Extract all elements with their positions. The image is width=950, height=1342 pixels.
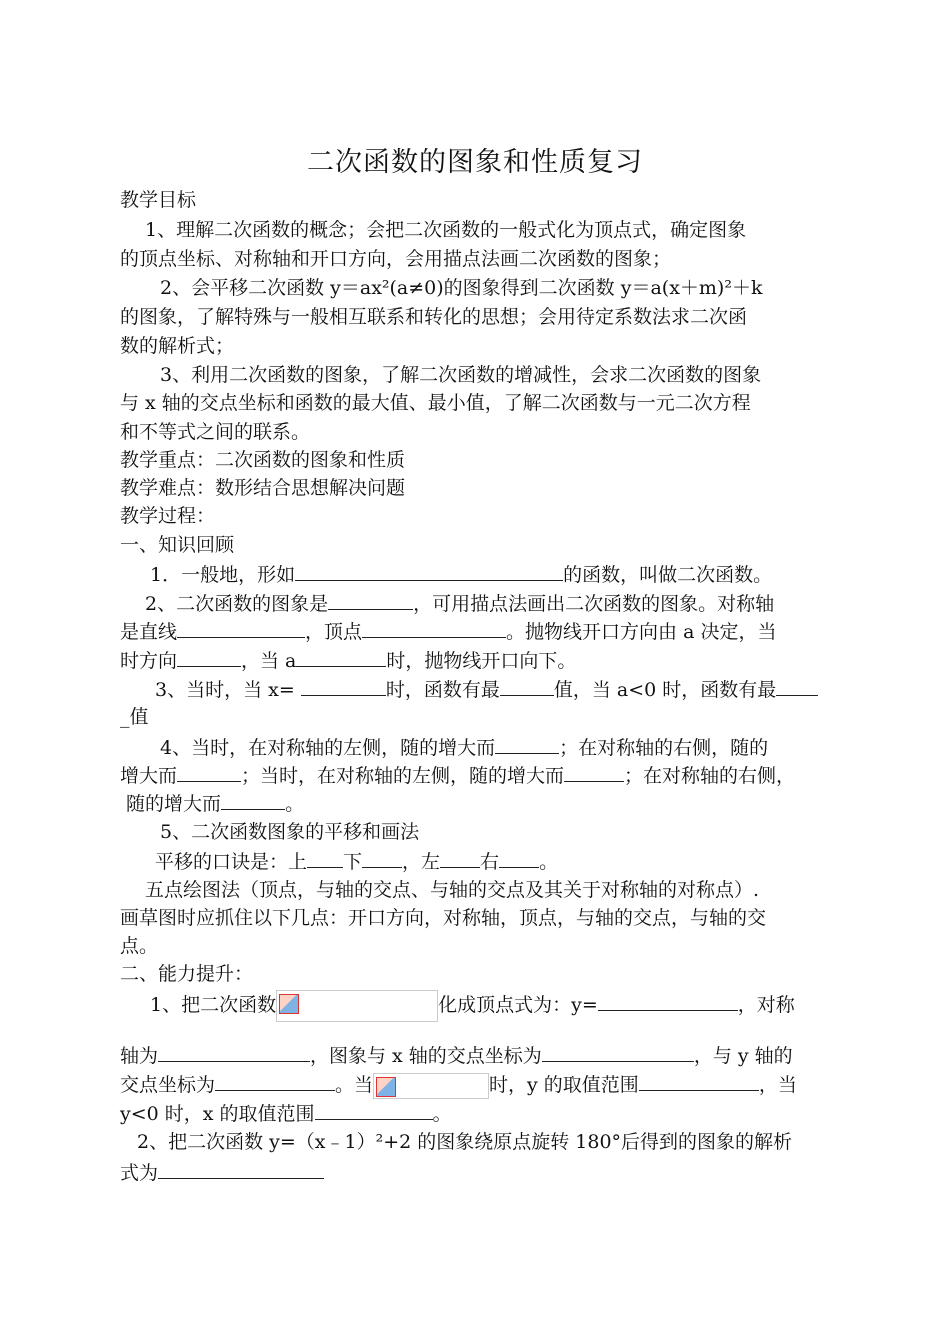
formula-image bbox=[373, 1073, 489, 1099]
text-line: 1、把二次函数 化成顶点式为：y= ，对称 bbox=[150, 990, 795, 1022]
answer-blank[interactable] bbox=[639, 1070, 759, 1091]
text-line: 点。 bbox=[120, 935, 159, 957]
text-line: 五点绘图法（顶点，与轴的交点、与轴的交点及其关于对称轴的对称点）. bbox=[145, 879, 760, 901]
answer-blank[interactable] bbox=[499, 847, 539, 868]
text-line: y<0 时，x 的取值范围 。 bbox=[120, 1099, 452, 1128]
answer-blank[interactable] bbox=[221, 789, 285, 810]
text-line: 4、当时，在对称轴的左侧，随的增大而 ；在对称轴的右侧，随的 bbox=[160, 733, 768, 762]
text-line: 时方向 ，当 a 时，抛物线开口向下。 bbox=[120, 646, 576, 675]
answer-blank[interactable] bbox=[158, 1158, 324, 1179]
text-line: 式为 bbox=[120, 1158, 324, 1187]
text-line: 随的增大而 。 bbox=[120, 789, 304, 818]
answer-blank[interactable] bbox=[215, 1070, 335, 1091]
formula-image bbox=[276, 990, 438, 1022]
answer-blank[interactable] bbox=[776, 675, 818, 696]
text-line: 1、理解二次函数的概念；会把二次函数的一般式化为顶点式，确定图象 bbox=[145, 219, 747, 241]
difficulty-line: 教学难点：数形结合思想解决问题 bbox=[120, 477, 406, 499]
answer-blank[interactable] bbox=[301, 675, 386, 696]
answer-blank[interactable] bbox=[307, 847, 343, 868]
text-line: 3、当时，当 x= 时，函数有最 值，当 a<0 时，函数有最 bbox=[155, 675, 818, 704]
text-line: 2、二次函数的图象是 ，可用描点法画出二次函数的图象。对称轴 bbox=[145, 589, 774, 618]
answer-blank[interactable] bbox=[440, 847, 480, 868]
answer-blank[interactable] bbox=[598, 990, 738, 1011]
text-line: 数的解析式； bbox=[120, 335, 235, 357]
answer-blank[interactable] bbox=[158, 1041, 310, 1062]
text-line: 增大而 ；当时，在对称轴的左侧，随的增大而 ；在对称轴的右侧， bbox=[120, 761, 795, 790]
text-line: 交点坐标为 。当 时，y 的取值范围 ，当 bbox=[120, 1070, 797, 1099]
text-line: 和不等式之间的联系。 bbox=[120, 421, 311, 443]
section-ability-heading: 二、能力提升： bbox=[120, 963, 254, 985]
answer-blank[interactable] bbox=[296, 646, 386, 667]
answer-blank[interactable] bbox=[542, 1041, 694, 1062]
text-line: 的顶点坐标、对称轴和开口方向，会用描点法画二次函数的图象； bbox=[120, 248, 672, 270]
answer-blank[interactable] bbox=[177, 646, 241, 667]
text-line: _值 bbox=[120, 706, 149, 728]
answer-blank[interactable] bbox=[362, 847, 402, 868]
text-line: 是直线 ，顶点 。抛物线开口方向由 a 决定，当 bbox=[120, 617, 776, 646]
answer-blank[interactable] bbox=[495, 733, 559, 754]
section-goals-heading: 教学目标 bbox=[120, 189, 197, 211]
answer-blank[interactable] bbox=[500, 675, 554, 696]
text-line: 2、把二次函数 y=（x﹣1）²+2 的图象绕原点旋转 180°后得到的图象的解析 bbox=[137, 1131, 793, 1153]
answer-blank[interactable] bbox=[295, 560, 563, 581]
answer-blank[interactable] bbox=[564, 761, 624, 782]
text-line: 5、二次函数图象的平移和画法 bbox=[160, 821, 420, 843]
text-line: 画草图时应抓住以下几点：开口方向，对称轴，顶点，与轴的交点，与轴的交 bbox=[120, 907, 767, 929]
text-line: 平移的口诀是：上 下 ，左 右 。 bbox=[155, 847, 558, 876]
key-point-line: 教学重点：二次函数的图象和性质 bbox=[120, 449, 406, 471]
answer-blank[interactable] bbox=[362, 617, 506, 638]
text-line: 的图象，了解特殊与一般相互联系和转化的思想；会用待定系数法求二次函 bbox=[120, 306, 748, 328]
text-line: 2、会平移二次函数 y＝ax²(a≠0)的图象得到二次函数 y＝a(x＋m)²＋k bbox=[160, 277, 763, 299]
broken-image-icon bbox=[376, 1077, 396, 1097]
process-heading: 教学过程： bbox=[120, 505, 216, 527]
text-line: 3、利用二次函数的图象，了解二次函数的增减性，会求二次函数的图象 bbox=[160, 364, 762, 386]
broken-image-icon bbox=[279, 994, 299, 1014]
page-title: 二次函数的图象和性质复习 bbox=[307, 147, 643, 178]
section-review-heading: 一、知识回顾 bbox=[120, 534, 235, 556]
answer-blank[interactable] bbox=[177, 617, 305, 638]
text-line: 与 x 轴的交点坐标和函数的最大值、最小值，了解二次函数与一元二次方程 bbox=[120, 392, 751, 414]
answer-blank[interactable] bbox=[315, 1099, 433, 1120]
text-line: 1．一般地，形如 的函数，叫做二次函数。 bbox=[150, 560, 772, 589]
answer-blank[interactable] bbox=[328, 589, 413, 610]
text-line: 轴为 ，图象与 x 轴的交点坐标为 ，与 y 轴的 bbox=[120, 1041, 793, 1070]
answer-blank[interactable] bbox=[177, 761, 241, 782]
